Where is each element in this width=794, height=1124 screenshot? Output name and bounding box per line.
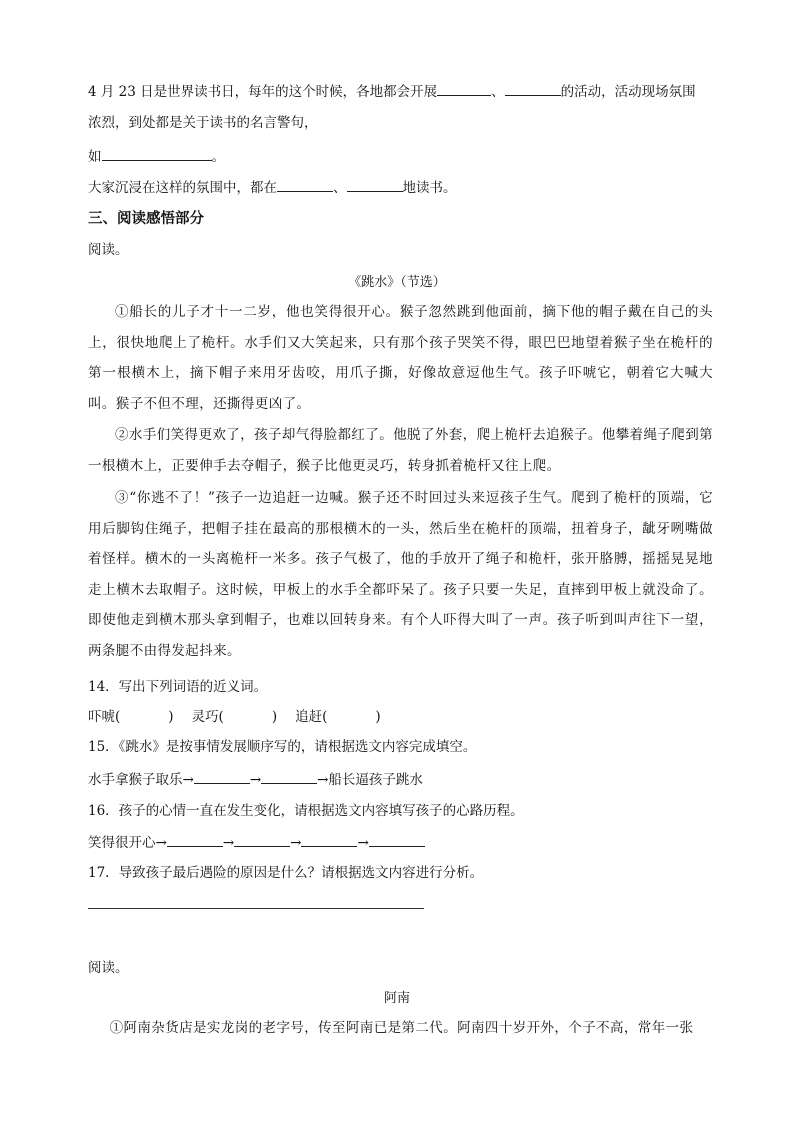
paren-close: ) [168,709,174,725]
section-heading: 三、阅读感悟部分 [88,211,204,227]
intro-text: 大家沉浸在这样的氛围中，都在 [88,180,277,196]
intro-text: 4 月 23 日是世界读书日，每年的这个时候，各地都会开展 [88,84,438,100]
answer-blank[interactable] [194,769,250,784]
intro-line-4 [88,177,713,198]
passage-2-paragraph-1: ①阿南杂货店是实龙岗的老字号，传至阿南已是第二代。阿南四十岁开外，个子不高，常年一张 [109,1020,694,1036]
question-15-fill [88,769,713,790]
separator: 、 [333,180,347,196]
fill-text: 水手拿猴子取乐→ [88,772,194,788]
intro-text: 浓烈，到处都是关于读书的名言警句， [88,115,318,131]
fill-text: →船长逼孩子跳水 [317,772,423,788]
intro-text: 地读书。 [402,180,457,196]
word-label: 灵巧( [191,709,224,725]
answer-blank[interactable] [369,832,425,847]
question-15: 15．《跳水》是按事情发展顺序写的，请根据选文内容完成填空。 [88,739,477,755]
question-14: 14．写出下列词语的近义词。 [88,679,268,695]
arrow: → [357,835,369,851]
answer-blank[interactable] [301,832,357,847]
answer-line[interactable] [88,908,424,909]
intro-text: 的活动，活动现场氛围 [560,84,696,100]
intro-text: 如 [88,149,102,165]
separator: 、 [491,84,505,100]
arrow: → [249,772,262,788]
passage-paragraph-2: ②水手们笑得更欢了，孩子却气得脸都红了。他脱了外套，爬上桅杆去追猴子。他攀着绳子爬到第一根横木上，正要伸手去夺帽子，猴子比他更灵巧，转身抓着桅杆又往上爬。 [88,427,713,474]
arrow: → [290,835,302,851]
question-14-answers [88,707,713,727]
answer-blank[interactable] [102,146,212,161]
passage-paragraph-3: ③“你逃不了！”孩子一边追赶一边喊。猴子还不时回过头来逗孩子生气。爬到了桅杆的顶端，它用后脚钩住绳子，把帽子挂在最高的那根横木的一头，然后坐在桅杆的顶端，扭着身子，龇牙咧嘴做着怪样。横木的一头离桅杆一米多。孩子气极了，他的手放开了绳子和桅杆，张开胳膊，摇摇晃晃地走上横木去取帽子。这时候，甲板上的水手全都吓呆了。孩子只要一失足，直摔到甲板上就没命了。即使他走到横木那头拿到帽子，也难以回转身来。有个人吓得大叫了一声。孩子听到叫声往下一望，两条腿不由得发起抖来。 [88,490,713,659]
intro-text: 。 [211,149,225,165]
answer-blank[interactable] [505,81,561,96]
answer-blank[interactable] [437,81,491,96]
question-16-fill [88,832,713,853]
passage-title: 《跳水》（节选） [348,275,446,290]
read-label: 阅读。 [88,960,129,976]
intro-line-1 [88,81,713,102]
answer-blank[interactable] [261,769,317,784]
intro-line-3 [88,146,713,167]
answer-blank[interactable] [167,832,223,847]
word-label: 吓唬( [88,709,121,725]
answer-blank[interactable] [234,832,290,847]
passage-title: 阿南 [383,991,410,1006]
intro-line-2 [88,113,713,133]
passage-paragraph-1: ①船长的儿子才十一二岁，他也笑得很开心。猴子忽然跳到他面前，摘下他的帽子戴在自己的头上，很快地爬上了桅杆。水手们又大笑起来，只有那个孩子哭笑不得，眼巴巴地望着猴子坐在桅杆的第一根横木上，摘下帽子来用牙齿咬，用爪子撕，好像故意逗他生气。孩子吓唬它，朝着它大喊大叫。猴子不但不理，还撕得更凶了。 [88,304,713,412]
question-17: 17．导致孩子最后遇险的原因是什么？请根据选文内容进行分析。 [88,865,484,881]
arrow: → [222,835,235,851]
answer-blank[interactable] [277,177,333,192]
read-label: 阅读。 [88,242,129,258]
fill-text: 笑得很开心→ [88,835,167,851]
answer-blank[interactable] [347,177,403,192]
paren-close: ) [271,709,278,725]
paren-close: ) [375,709,381,725]
word-label: 追赶( [295,709,328,725]
question-16: 16．孩子的心情一直在发生变化，请根据选文内容填写孩子的心路历程。 [88,803,524,819]
